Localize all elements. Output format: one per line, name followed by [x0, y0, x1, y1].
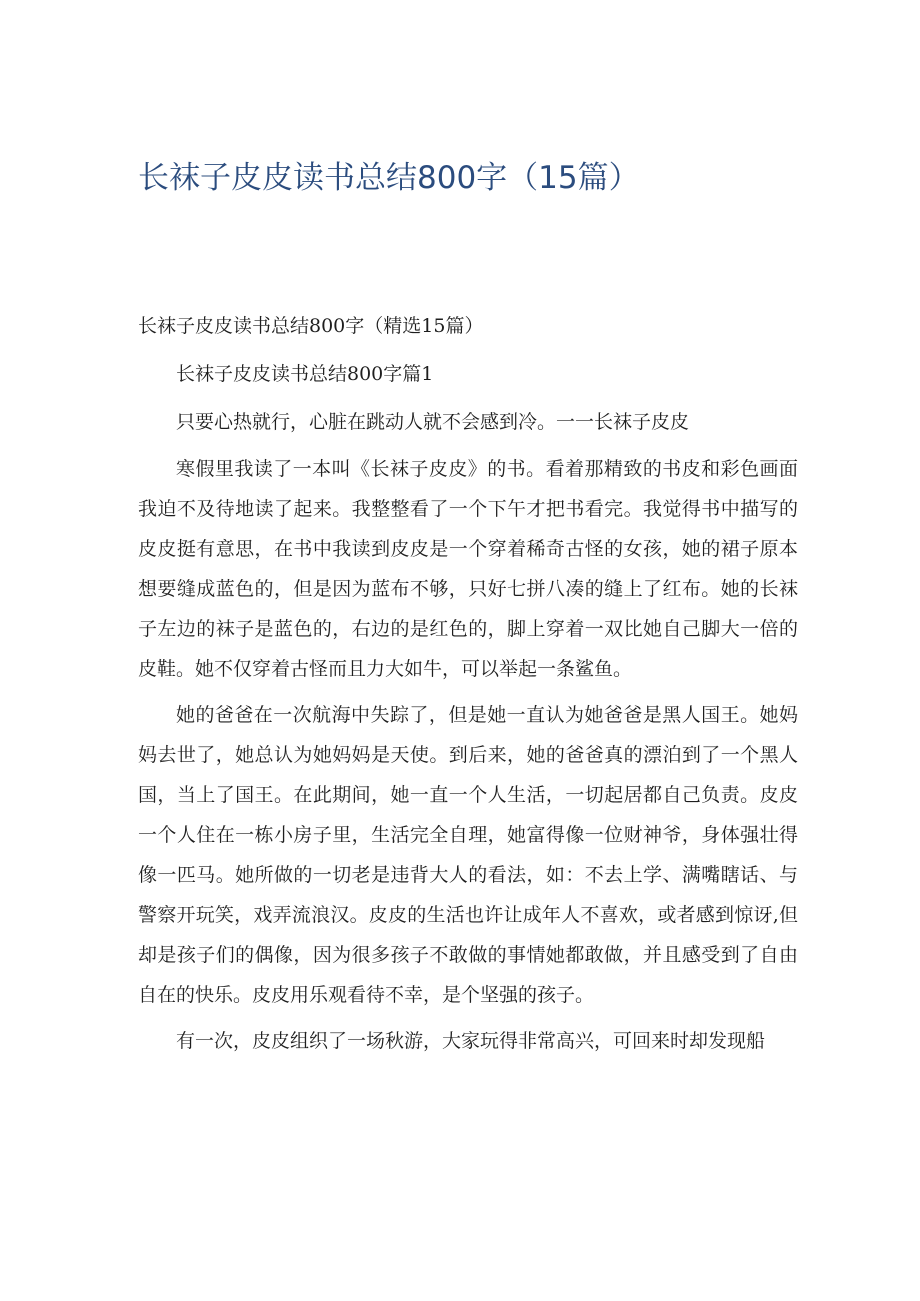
body-paragraph: 有一次，皮皮组织了一场秋游，大家玩得非常高兴，可回来时却发现船	[176, 1030, 766, 1052]
body-paragraph: 寒假里我读了一本叫《长袜子皮皮》的书。看着那精致的书皮和彩色画面我迫不及待地读了起来。我整整看了一个下午才把书看完。我觉得书中描写的皮皮挺有意思，在书中我读到皮皮是一个穿着稀奇古怪的女孩，她的裙子原本想要缝成蓝色的，但是因为蓝布不够，只好七拼八凑的缝上了红布。她的长袜子左边的袜子是蓝色的，右边的是红色的，脚上穿着一双比她自己脚大一倍的皮鞋。她不仅穿着古怪而且力大如牛，可以举起一条鲨鱼。	[138, 458, 798, 680]
document-title: 长袜子皮皮读书总结800字（15篇）	[138, 160, 640, 196]
section-heading: 长袜子皮皮读书总结800字篇1	[176, 363, 434, 385]
subtitle-paragraph: 长袜子皮皮读书总结800字（精选15篇）	[138, 315, 484, 337]
body-paragraph: 她的爸爸在一次航海中失踪了，但是她一直认为她爸爸是黑人国王。她妈妈去世了，她总认为她妈妈是天使。到后来，她的爸爸真的漂泊到了一个黑人国，当上了国王。在此期间，她一直一个人生活，一切起居都自己负责。皮皮一个人住在一栋小房子里，生活完全自理，她富得像一位财神爷，身体强壮得像一匹马。她所做的一切老是违背大人的看法，如：不去上学、满嘴瞎话、与警察开玩笑，戏弄流浪汉。皮皮的生活也许让成年人不喜欢，或者感到惊讶,但却是孩子们的偶像，因为很多孩子不敢做的事情她都敢做，并且感受到了自由自在的快乐。皮皮用乐观看待不幸，是个坚强的孩子。	[138, 704, 798, 1006]
quote-paragraph: 只要心热就行，心脏在跳动人就不会感到冷。一一长袜子皮皮	[176, 411, 690, 433]
document-body	[138, 305, 798, 1061]
